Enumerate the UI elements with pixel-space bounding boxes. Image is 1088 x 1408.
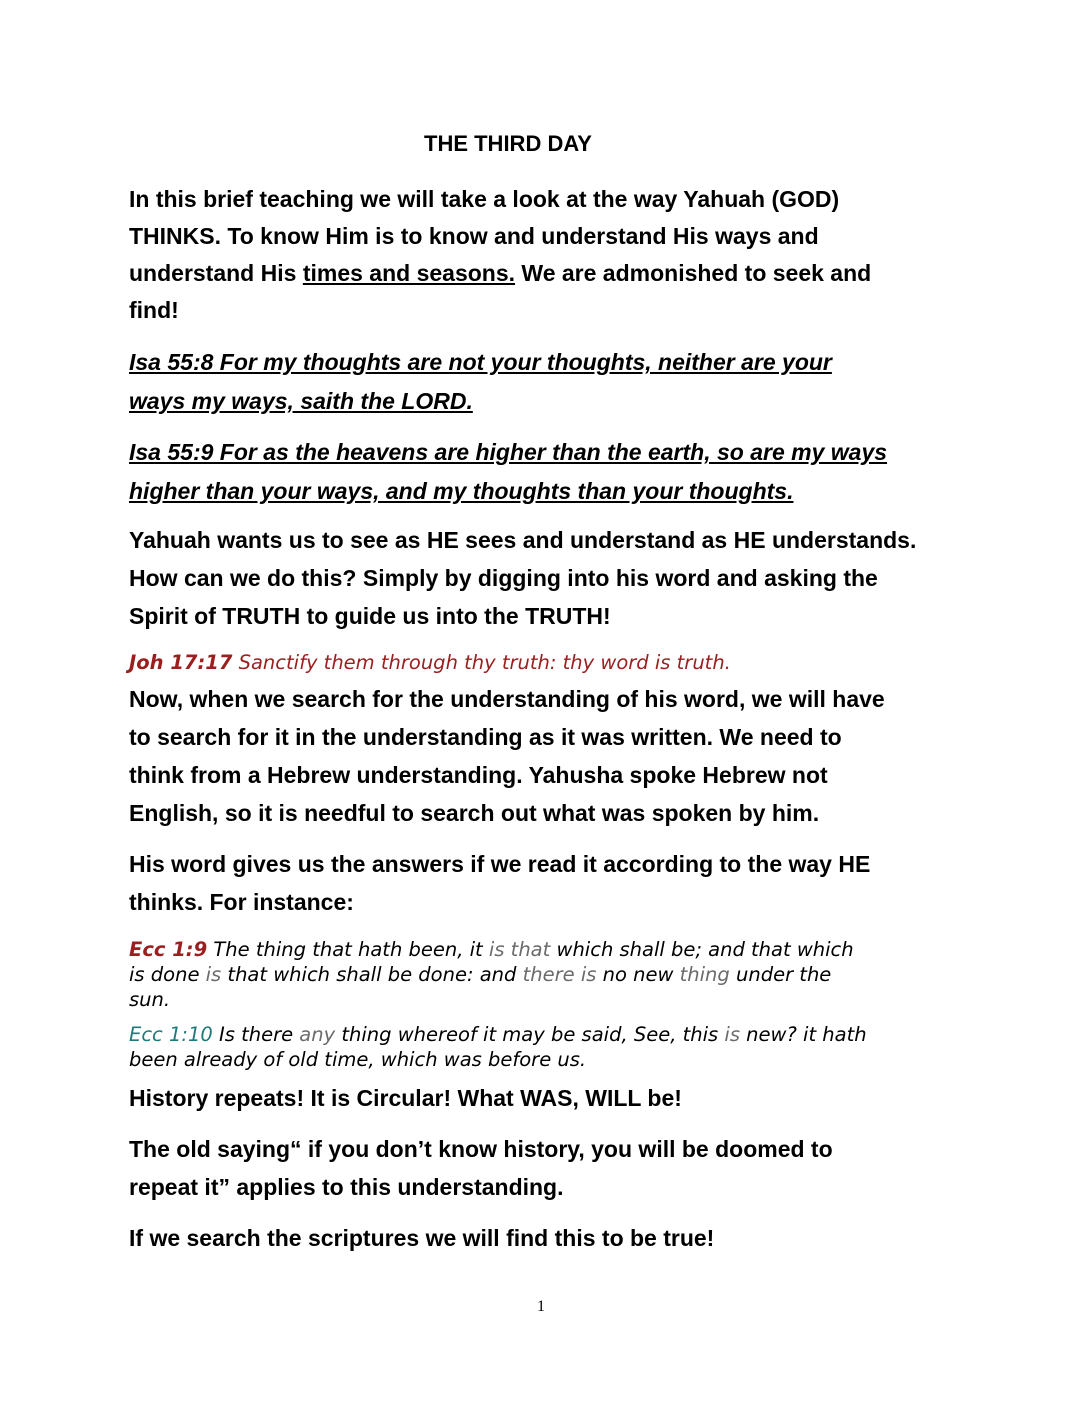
intro-line-2: THINKS. To know Him is to know and understand His ways and [129,223,819,249]
ecc-1-10-text-c: thing whereof it may be said, See, this [335,1023,725,1046]
para4-line-1: His word gives us the answers if we read it according to the way HE [129,851,871,877]
intro-line-3-end: We are admonished to seek and [515,260,872,286]
para3-line-3: think from a Hebrew understanding. Yahusha spoke Hebrew not [129,762,828,788]
intro-line-3-start: understand His [129,260,303,286]
ecc-1-10-text-e: new? it hath [739,1023,867,1046]
isa-55-9-line-2: higher than your ways, and my thoughts than your thoughts. [129,478,794,504]
joh-17-17-verse [129,650,731,675]
ecc-1-9-text-c: which shall be; and that which [550,938,854,961]
ecc-1-10-line-2: been already of old time, which was before us. [129,1048,587,1071]
joh-17-17-text: Sanctify them through thy truth: thy word is truth. [232,651,731,674]
ecc-1-9-added-word-2: is [205,963,222,986]
ecc-1-10-added-word: any [299,1023,336,1046]
ecc-1-9-reference: Ecc 1:9 [129,938,208,961]
ecc-1-9-text-2e: no new [596,963,680,986]
isa-55-9-line-1: Isa 55:9 For as the heavens are higher than the earth, so are my ways [129,439,888,465]
times-and-seasons-underlined: times and seasons. [302,260,516,286]
para2-line-2: How can we do this? Simply by digging into his word and asking the [129,565,878,591]
para7-line: If we search the scriptures we will find this to be true! [129,1225,715,1251]
para4-line-2: thinks. For instance: [129,889,354,915]
intro-line-1: In this brief teaching we will take a look at the way Yahuah (GOD) [129,186,840,212]
para5-line: History repeats! It is Circular! What WAS, WILL be! [129,1085,682,1111]
isa-55-8-line-2: ways my ways, saith the LORD. [129,388,473,414]
ecc-1-9-line-1 [129,937,854,962]
ecc-1-10-text-a: Is there [212,1023,300,1046]
ecc-1-9-line-3: sun. [129,988,171,1011]
ecc-1-9-line-2 [129,962,831,987]
para6-line-2: repeat it” applies to this understanding. [129,1174,564,1200]
ecc-1-9-text-2a: is done [129,963,206,986]
intro-line-4: find! [129,297,179,323]
ecc-1-9-text-2c: that which shall be done: and [221,963,523,986]
para2-line-3: Spirit of TRUTH to guide us into the TRUTH! [129,603,611,629]
ecc-1-9-added-word-4: thing [679,963,730,986]
ecc-1-10-added-word-2: is [724,1023,740,1046]
joh-17-17-reference: Joh 17:17 [129,651,233,674]
document-title: THE THIRD DAY [424,131,592,156]
ecc-1-9-added-word: is that [488,938,551,961]
ecc-1-9-added-word-3: there is [522,963,597,986]
intro-line-3 [129,255,871,292]
para3-line-1: Now, when we search for the understanding of his word, we will have [129,686,885,712]
isa-55-8-line-1: Isa 55:8 For my thoughts are not your thoughts, neither are your [129,349,832,375]
para3-line-2: to search for it in the understanding as it was written. We need to [129,724,842,750]
ecc-1-9-text-2g: under the [729,963,832,986]
ecc-1-10-line-1 [129,1022,867,1047]
para3-line-4: English, so it is needful to search out what was spoken by him. [129,800,820,826]
ecc-1-10-reference: Ecc 1:10 [129,1023,213,1046]
page-number: 1 [537,1298,545,1315]
para6-line-1: The old saying“ if you don’t know history, you will be doomed to [129,1136,833,1162]
ecc-1-9-text-a: The thing that hath been, it [207,938,489,961]
para2-line-1: Yahuah wants us to see as HE sees and understand as HE understands. [129,527,917,553]
